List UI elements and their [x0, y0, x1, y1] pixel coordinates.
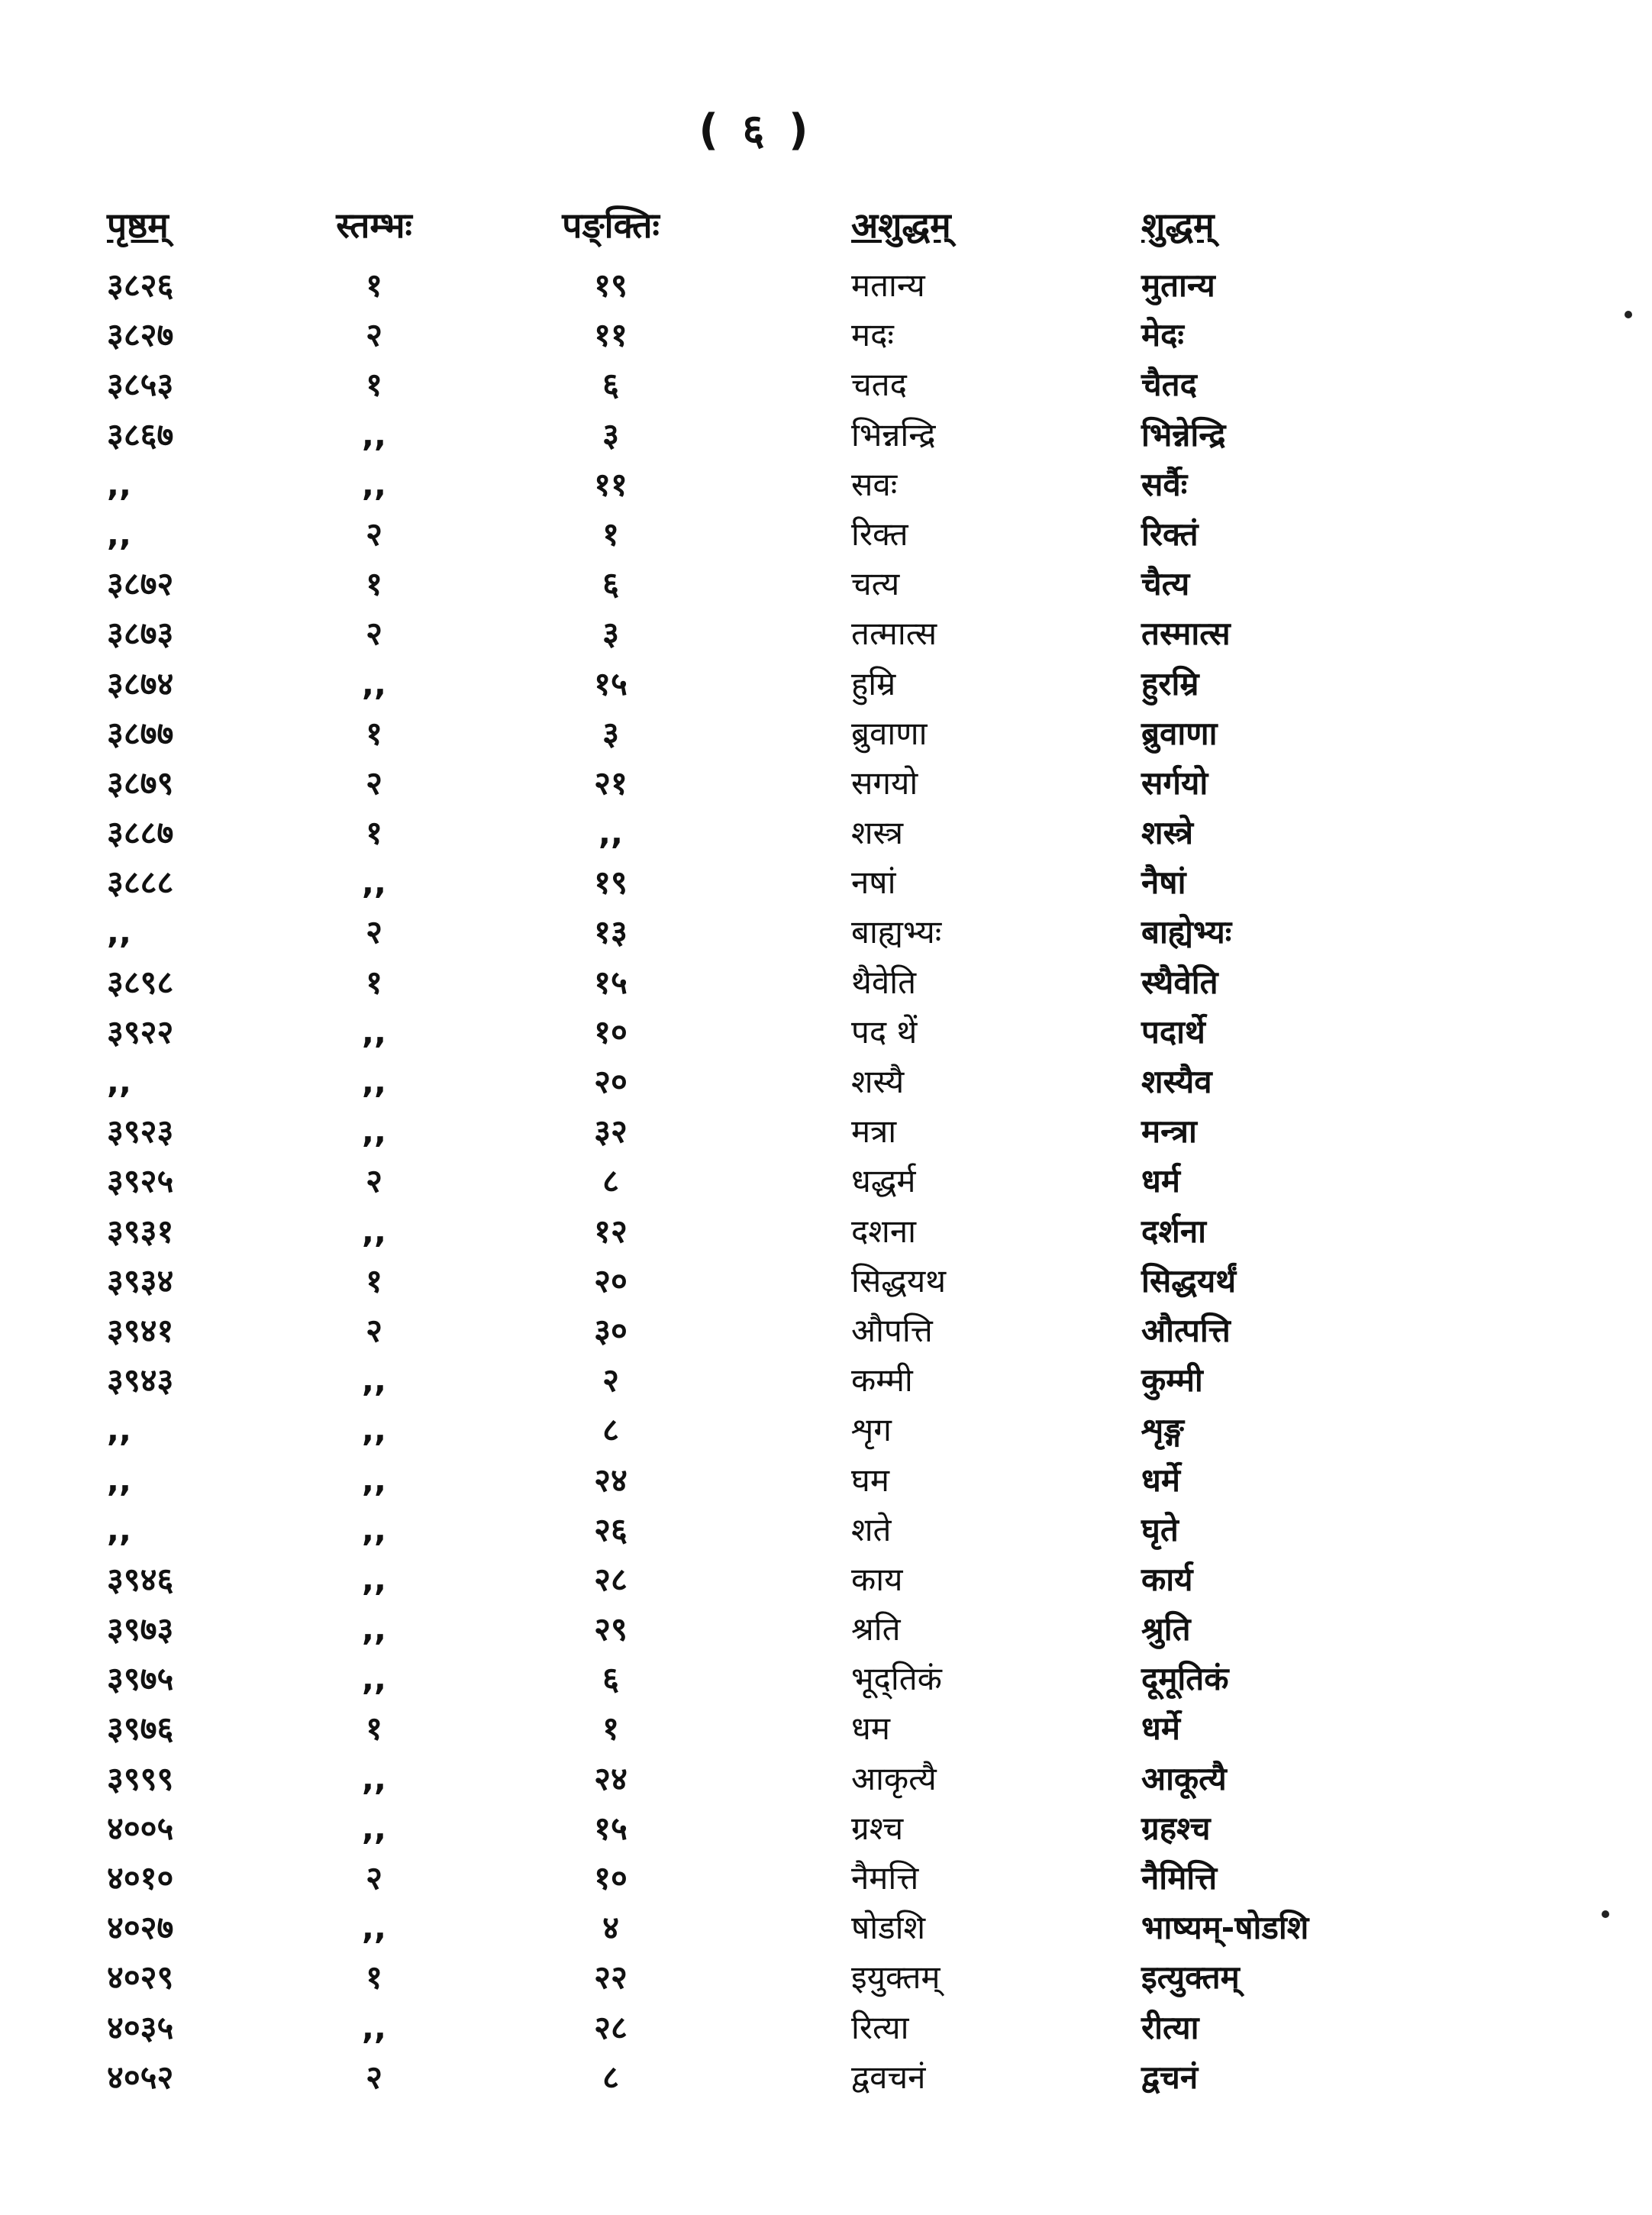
cell-page: ४०२९ — [107, 1958, 174, 1997]
table-row — [107, 360, 1405, 409]
cell-page: ३९२२ — [107, 1012, 174, 1051]
cell-line: १९ — [594, 864, 628, 902]
cell-correct: धर्मे — [1141, 1710, 1180, 1748]
cell-correct: धर्मे — [1141, 1461, 1180, 1499]
cell-correct: शृङ्ग — [1141, 1411, 1184, 1449]
cell-column: २ — [366, 515, 382, 553]
cell-column: १ — [366, 366, 382, 404]
cell-column: २ — [366, 764, 382, 802]
cell-correct: ब्रुवाणा — [1141, 714, 1218, 752]
table-row — [107, 509, 1405, 559]
cell-column: १ — [366, 1710, 382, 1748]
cell-line: १३ — [594, 913, 628, 951]
table-row — [107, 758, 1405, 808]
table-row — [107, 1057, 1405, 1106]
cell-page: ३८७२ — [107, 565, 174, 603]
cell-page: ,, — [107, 1510, 131, 1548]
table-row — [107, 609, 1405, 658]
cell-column: २ — [366, 1311, 382, 1349]
cell-page: ४०३५ — [107, 2008, 174, 2046]
cell-column: ,, — [362, 1909, 386, 1947]
cell-incorrect: पद थें — [851, 1012, 918, 1051]
cell-correct: शस्यैव — [1141, 1063, 1212, 1100]
table-row — [107, 709, 1405, 758]
cell-incorrect: षोडशि — [851, 1909, 926, 1947]
cell-column: ,, — [362, 1112, 386, 1151]
cell-incorrect: शस्यै — [851, 1063, 905, 1100]
cell-incorrect: मतान्य — [851, 266, 925, 304]
cell-correct: आकूत्यै — [1141, 1759, 1227, 1797]
cell-correct: तस्मात्स — [1141, 615, 1231, 653]
table-row — [107, 1703, 1405, 1753]
cell-correct: रीत्या — [1141, 2008, 1199, 2046]
cell-line: १२ — [594, 1212, 628, 1250]
cell-correct: दूमूतिकं — [1141, 1660, 1229, 1698]
cell-line: ८ — [602, 1162, 619, 1200]
cell-page: ३८२६ — [107, 266, 174, 304]
cell-correct: पदार्थे — [1141, 1012, 1205, 1051]
cell-incorrect: चतद — [851, 366, 907, 404]
cell-correct: शस्त्रे — [1141, 814, 1194, 852]
cell-correct: रिक्तं — [1141, 515, 1199, 553]
cell-correct: स्थैवेति — [1141, 963, 1218, 1001]
cell-line: ६ — [602, 366, 619, 404]
cell-column: १ — [366, 266, 382, 304]
table-header — [107, 195, 1405, 256]
cell-column: ,, — [362, 2008, 386, 2046]
header-incorrect: अशुद्धम् — [851, 205, 951, 246]
cell-incorrect: नैमत्ति — [851, 1859, 919, 1897]
table-row — [107, 310, 1405, 360]
cell-column: ,, — [362, 1510, 386, 1548]
cell-incorrect: द्ववचनं — [851, 2058, 926, 2096]
cell-correct: भाष्यम्-षोडशि — [1141, 1909, 1309, 1947]
cell-correct: द्वचनं — [1141, 2058, 1199, 2096]
cell-incorrect: बाह्यभ्यः — [851, 913, 942, 951]
cell-correct: भिन्नेन्द्रि — [1141, 415, 1226, 454]
cell-column: ,, — [362, 664, 386, 702]
page-number: ( ६ ) — [699, 105, 813, 155]
cell-incorrect: रित्या — [851, 2008, 909, 2046]
cell-line: १ — [602, 1710, 619, 1748]
cell-incorrect: काय — [851, 1560, 903, 1598]
table-row — [107, 1007, 1405, 1057]
table-row — [107, 1555, 1405, 1604]
cell-column: ,, — [362, 864, 386, 902]
cell-correct: सर्वैः — [1141, 465, 1188, 503]
cell-column: ,, — [362, 1361, 386, 1400]
header-column: स्तम्भः — [336, 205, 412, 246]
cell-correct: औत्पत्ति — [1141, 1311, 1231, 1349]
cell-incorrect: आकृत्यै — [851, 1759, 937, 1797]
cell-page: ३९२३ — [107, 1112, 174, 1151]
cell-incorrect: हुम्रि — [851, 664, 896, 702]
table-row — [107, 2052, 1405, 2102]
cell-incorrect: भूद्तिकं — [851, 1660, 942, 1698]
table-row — [107, 1206, 1405, 1256]
cell-incorrect: औपत्ति — [851, 1311, 933, 1349]
cell-line: १० — [594, 1012, 628, 1051]
table-row — [107, 410, 1405, 460]
table-row — [107, 1654, 1405, 1703]
cell-column: २ — [366, 2058, 382, 2096]
cell-line: २० — [594, 1261, 628, 1300]
cell-incorrect: चत्य — [851, 565, 900, 603]
cell-page: ३९४३ — [107, 1361, 174, 1400]
cell-incorrect: ब्रुवाणा — [851, 714, 928, 752]
cell-line: २८ — [594, 2008, 628, 2046]
cell-column: ,, — [362, 465, 386, 503]
cell-line: ४ — [602, 1909, 619, 1947]
cell-incorrect: दशना — [851, 1212, 917, 1250]
cell-incorrect: श्रति — [851, 1610, 901, 1648]
cell-page: ३९३१ — [107, 1212, 174, 1250]
cell-incorrect: मत्रा — [851, 1112, 897, 1151]
cell-incorrect: शते — [851, 1510, 892, 1548]
cell-line: २४ — [594, 1759, 628, 1797]
table-row — [107, 1903, 1405, 1952]
cell-page: ४०२७ — [107, 1909, 174, 1947]
cell-incorrect: ग्रश्च — [851, 1809, 904, 1847]
cell-correct: मुतान्य — [1141, 266, 1215, 304]
table-row — [107, 1405, 1405, 1455]
cell-column: ,, — [362, 1411, 386, 1449]
cell-line: ३ — [602, 415, 619, 454]
cell-correct: कुम्मी — [1141, 1361, 1203, 1400]
cell-incorrect: मदः — [851, 316, 894, 354]
cell-line: १९ — [594, 266, 628, 304]
table-row — [107, 1355, 1405, 1405]
cell-column: २ — [366, 1859, 382, 1897]
table-row — [107, 1754, 1405, 1803]
cell-line: १५ — [594, 963, 628, 1001]
cell-correct: ग्रहश्च — [1141, 1809, 1211, 1847]
cell-page: ,, — [107, 465, 131, 503]
cell-line: २१ — [594, 764, 628, 802]
cell-column: २ — [366, 615, 382, 653]
cell-correct: धर्म — [1141, 1162, 1180, 1200]
cell-incorrect: सवः — [851, 465, 898, 503]
cell-column: १ — [366, 963, 382, 1001]
cell-correct: बाह्येभ्यः — [1141, 913, 1232, 951]
cell-incorrect: रिक्त — [851, 515, 908, 553]
cell-correct: चैतद — [1141, 366, 1197, 404]
table-row — [107, 460, 1405, 509]
table-row — [107, 2003, 1405, 2052]
table-row — [107, 907, 1405, 957]
cell-correct: चैत्य — [1141, 565, 1190, 603]
cell-page: ,, — [107, 913, 131, 951]
cell-page: ३८२७ — [107, 316, 174, 354]
header-line: पङ्क्तिः — [562, 205, 660, 246]
cell-column: ,, — [362, 415, 386, 454]
cell-correct: श्रुति — [1141, 1610, 1191, 1648]
cell-correct: नैमित्ति — [1141, 1859, 1218, 1897]
cell-incorrect: सिद्धयथ — [851, 1261, 947, 1300]
cell-correct: हुरम्रि — [1141, 664, 1199, 702]
cell-incorrect: धद्धर्म — [851, 1162, 916, 1200]
header-page: पृष्ठम् — [107, 205, 169, 246]
cell-page: ४००५ — [107, 1809, 174, 1847]
cell-line: १५ — [594, 664, 628, 702]
cell-line: ८ — [602, 2058, 619, 2096]
cell-page: ,, — [107, 1461, 131, 1499]
cell-correct: घृते — [1141, 1510, 1179, 1548]
cell-line: ६ — [602, 565, 619, 603]
cell-incorrect: धम — [851, 1710, 890, 1748]
cell-column: ,, — [362, 1212, 386, 1250]
table-row — [107, 1256, 1405, 1306]
cell-page: ३८६७ — [107, 415, 174, 454]
cell-column: १ — [366, 1958, 382, 1997]
cell-correct: मेदः — [1141, 316, 1184, 354]
table-row — [107, 1952, 1405, 2002]
cell-line: ११ — [594, 465, 628, 503]
cell-page: ३९४१ — [107, 1311, 174, 1349]
cell-page: ३८९८ — [107, 963, 174, 1001]
cell-column: ,, — [362, 1063, 386, 1100]
cell-correct: सिद्धयर्थं — [1141, 1261, 1237, 1300]
cell-page: ३९९९ — [107, 1759, 174, 1797]
cell-column: २ — [366, 1162, 382, 1200]
cell-column: ,, — [362, 1610, 386, 1648]
cell-column: २ — [366, 316, 382, 354]
cell-page: ३९७६ — [107, 1710, 174, 1748]
cell-column: २ — [366, 913, 382, 951]
cell-line: ,, — [599, 814, 623, 852]
cell-page: ३९३४ — [107, 1261, 174, 1300]
cell-line: २९ — [594, 1610, 628, 1648]
cell-column: ,, — [362, 1660, 386, 1698]
cell-incorrect: थैवेति — [851, 963, 917, 1001]
cell-page: ४०१० — [107, 1859, 174, 1897]
table-row — [107, 857, 1405, 907]
cell-line: २६ — [594, 1510, 628, 1548]
cell-page: ३९७५ — [107, 1660, 174, 1698]
cell-page: ४०५२ — [107, 2058, 174, 2096]
table-row — [107, 1156, 1405, 1206]
cell-line: ६ — [602, 1660, 619, 1698]
cell-column: १ — [366, 814, 382, 852]
table-row — [107, 260, 1405, 310]
cell-correct: मन्त्रा — [1141, 1112, 1197, 1151]
table-row — [107, 808, 1405, 857]
cell-incorrect: शस्त्र — [851, 814, 904, 852]
cell-correct: दर्शना — [1141, 1212, 1207, 1250]
cell-page: ,, — [107, 1411, 131, 1449]
cell-line: १० — [594, 1859, 628, 1897]
cell-page: ३८५३ — [107, 366, 174, 404]
cell-line: २० — [594, 1063, 628, 1100]
table-row — [107, 559, 1405, 609]
cell-column: ,, — [362, 1809, 386, 1847]
cell-line: ११ — [594, 316, 628, 354]
table-row — [107, 957, 1405, 1007]
cell-correct: नैषां — [1141, 864, 1186, 902]
cell-column: ,, — [362, 1560, 386, 1598]
cell-column: १ — [366, 1261, 382, 1300]
cell-incorrect: सगयो — [851, 764, 918, 802]
cell-page: ३८८८ — [107, 864, 174, 902]
cell-column: ,, — [362, 1461, 386, 1499]
cell-incorrect: शृग — [851, 1411, 892, 1449]
table-row — [107, 1853, 1405, 1903]
cell-line: ३ — [602, 615, 619, 653]
cell-line: १५ — [594, 1809, 628, 1847]
cell-page: ,, — [107, 515, 131, 553]
cell-page: ३९४६ — [107, 1560, 174, 1598]
cell-line: १ — [602, 515, 619, 553]
cell-line: २ — [602, 1361, 619, 1400]
table-row — [107, 1604, 1405, 1654]
table-row — [107, 1106, 1405, 1156]
cell-incorrect: कम्मी — [851, 1361, 913, 1400]
cell-line: २४ — [594, 1461, 628, 1499]
cell-incorrect: भिन्नन्द्रि — [851, 415, 936, 454]
cell-page: ३९७३ — [107, 1610, 174, 1648]
cell-line: ८ — [602, 1411, 619, 1449]
cell-column: १ — [366, 714, 382, 752]
cell-incorrect: घम — [851, 1461, 889, 1499]
cell-correct: सर्गयो — [1141, 764, 1208, 802]
cell-page: ३९२५ — [107, 1162, 174, 1200]
cell-page: ३८७७ — [107, 714, 174, 752]
cell-column: ,, — [362, 1759, 386, 1797]
cell-correct: कार्य — [1141, 1560, 1193, 1598]
cell-line: ३० — [594, 1311, 628, 1349]
cell-incorrect: तत्मात्स — [851, 615, 937, 653]
cell-incorrect: इयुक्तम् — [851, 1958, 941, 1997]
cell-correct: इत्युक्तम् — [1141, 1958, 1240, 1997]
cell-line: २२ — [594, 1958, 628, 1997]
cell-page: ३८७३ — [107, 615, 174, 653]
cell-column: १ — [366, 565, 382, 603]
table-row — [107, 1505, 1405, 1555]
header-correct: शुद्धम् — [1141, 205, 1215, 246]
cell-line: २८ — [594, 1560, 628, 1598]
errata-table — [107, 195, 1405, 2102]
table-row — [107, 659, 1405, 709]
cell-column: ,, — [362, 1012, 386, 1051]
cell-line: ३२ — [594, 1112, 628, 1151]
cell-incorrect: नषां — [851, 864, 896, 902]
cell-line: ३ — [602, 714, 619, 752]
margin-speck — [1625, 311, 1632, 318]
cell-page: ३८७४ — [107, 664, 174, 702]
table-row — [107, 1455, 1405, 1505]
cell-page: ,, — [107, 1063, 131, 1100]
margin-speck — [1602, 1910, 1609, 1918]
cell-page: ३८७९ — [107, 764, 174, 802]
table-row — [107, 1306, 1405, 1355]
table-row — [107, 1803, 1405, 1853]
cell-page: ३८८७ — [107, 814, 174, 852]
